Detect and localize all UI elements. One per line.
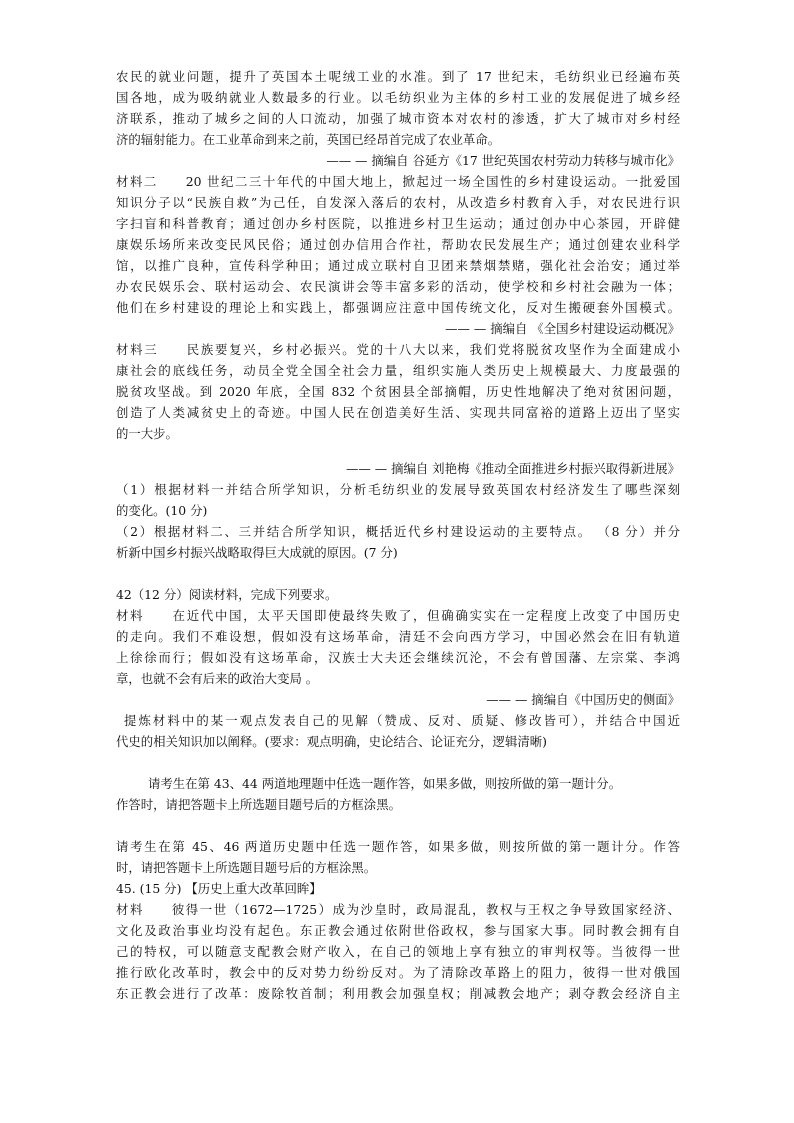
source-citation: —— — 摘编自 刘艳梅《推动全面推进乡村振兴取得新进展》 xyxy=(346,461,680,476)
question-41 xyxy=(116,479,680,563)
sub-question-2-cont: 析新中国乡村振兴战略取得巨大成就的原因。(7 分) xyxy=(116,545,398,560)
question-42 xyxy=(116,584,680,752)
text-line: 他们在乡村建设的理论上和实践上，都强调应注意中国传统文化，反对生搬硬套外国模式。 xyxy=(116,300,680,315)
text-line: 材料二 20 世纪二三十年代的中国大地上，掀起过一场全国性的乡村建设运动。一批爱国 xyxy=(116,174,680,189)
text-line: 济联系，推动了城乡之间的人口流动，加强了城市资本对农村的渗透，扩大了城市对乡村经 xyxy=(116,111,680,126)
page-content xyxy=(116,66,680,1004)
question-45 xyxy=(116,878,680,1004)
text-line: 脱贫攻坚战。到 2020 年底，全国 832 个贫困县全部摘帽，历史性地解决了绝对贫困问题， xyxy=(116,384,680,399)
text-line: 济的辐射能力。在工业革命到来之前，英国已经昂首完成了农业革命。 xyxy=(116,132,501,147)
text-line: 推行欧化改革时，教会中的反对势力纷纷反对。为了清除改革路上的阻力，彼得一世对俄国 xyxy=(116,965,680,980)
text-line: 创造了人类减贫史上的奇迹。中国人民在创造美好生活、实现共同富裕的道路上迈出了坚实 xyxy=(116,405,680,420)
text-line: 请考生在第 45、46 两道历史题中任选一题作答，如果多做，则按所做的第一题计分。作答 xyxy=(116,839,680,854)
text-line: 的一大步。 xyxy=(116,426,178,441)
text-line: 康娱乐场所来改变民风民俗；通过创办信用合作社，帮助农民发展生产；通过创建农业科学 xyxy=(116,237,680,252)
geography-choice-note xyxy=(116,773,680,815)
text-line: 时，请把答题卡上所选题目题号后的方框涂黑。 xyxy=(116,860,377,875)
passage-2 xyxy=(116,171,680,339)
sub-question-1-cont: 的变化。(10 分) xyxy=(116,503,208,518)
sub-question-1: （1）根据材料一并结合所学知识，分析毛纺织业的发展导致英国农村经济发生了哪些深刻 xyxy=(116,482,680,497)
task-line: 代史的相关知识加以阐释。(要求：观点明确，史论结合、论证充分，逻辑清晰) xyxy=(116,734,547,749)
text-line: 文化及政治事业均没有起色。东正教会通过依附世俗政权，参与国家大事。同时教会拥有自 xyxy=(116,923,680,938)
question-heading: 45. (15 分) 【历史上重大改革回眸】 xyxy=(116,881,322,896)
text-line: 材料 彼得一世（1672—1725）成为沙皇时，政局混乱，教权与王权之争导致国家经济、 xyxy=(116,902,680,917)
text-line: 的走向。我们不难设想，假如没有这场革命，清廷不会向西方学习，中国必然会在旧有轨道 xyxy=(116,629,680,644)
source-citation: —— — 摘编自 谷延方《17 世纪英国农村劳动力转移与城市化》 xyxy=(326,153,680,168)
text-line: 章，也就不会有后来的政治大变局 。 xyxy=(116,671,319,686)
question-heading: 42（12 分）阅读材料，完成下列要求。 xyxy=(116,587,338,602)
text-line: 上徐徐而行；假如没有这场革命，汉族士大夫还会继续沉沦，不会有曾国藩、左宗棠、李鸿 xyxy=(116,650,680,665)
passage-1 xyxy=(116,66,680,171)
text-line: 知识分子以“民族自救”为己任，自发深入落后的农村，从改造乡村教育入手，对农民进行识 xyxy=(116,195,680,210)
source-citation: —— — 摘编自 《全国乡村建设运动概况》 xyxy=(445,321,680,336)
text-line: 材料 在近代中国，太平天国即使最终失败了，但确确实实在一定程度上改变了中国历史 xyxy=(116,608,680,623)
text-line: 材料三 民族要复兴，乡村必振兴。党的十八大以来，我们党将脱贫攻坚作为全面建成小 xyxy=(116,342,680,357)
task-line: 提炼材料中的某一观点发表自己的见解（赞成、反对、质疑、修改皆可），并结合中国近 xyxy=(124,713,680,728)
history-choice-note xyxy=(116,836,680,878)
text-line: 国各地，成为吸纳就业人数最多的行业。以毛纺织业为主体的乡村工业的发展促进了城乡经 xyxy=(116,90,680,105)
text-line: 请考生在第 43、44 两道地理题中任选一题作答，如果多做，则按所做的第一题计分。 xyxy=(148,776,622,791)
text-line: 作答时，请把答题卡上所选题目题号后的方框涂黑。 xyxy=(116,797,401,812)
source-citation: —— — 摘编自《中国历史的侧面》 xyxy=(486,692,680,707)
text-line: 康社会的底线任务，动员全党全国全社会力量，组织实施人类历史上规模最大、力度最强的 xyxy=(116,363,680,378)
sub-question-2: （2）根据材料二、三并结合所学知识，概括近代乡村建设运动的主要特点。 （8 分）并分 xyxy=(116,524,680,539)
text-line: 农民的就业问题，提升了英国本土呢绒工业的水准。到了 17 世纪末，毛纺织业已经遍布英 xyxy=(116,69,680,84)
passage-3 xyxy=(116,339,680,479)
text-line: 己的特权，可以随意支配教会财产收入，在自己的领地上享有独立的审判权等。当彼得一世 xyxy=(116,944,680,959)
text-line: 东正教会进行了改革：废除牧首制；利用教会加强皇权；削减教会地产；剥夺教会经济自主 xyxy=(116,986,680,1001)
text-line: 办农民娱乐会、联村运动会、农民演讲会等丰富多彩的活动，使学校和乡村社会融为一体； xyxy=(116,279,680,294)
text-line: 馆，以推广良种，宣传科学种田；通过成立联村自卫团来禁烟禁赌，强化社会治安；通过举 xyxy=(116,258,680,273)
text-line: 字扫盲和科普教育；通过创办乡村医院，以推进乡村卫生运动；通过创办中心茶园，开辟健 xyxy=(116,216,680,231)
